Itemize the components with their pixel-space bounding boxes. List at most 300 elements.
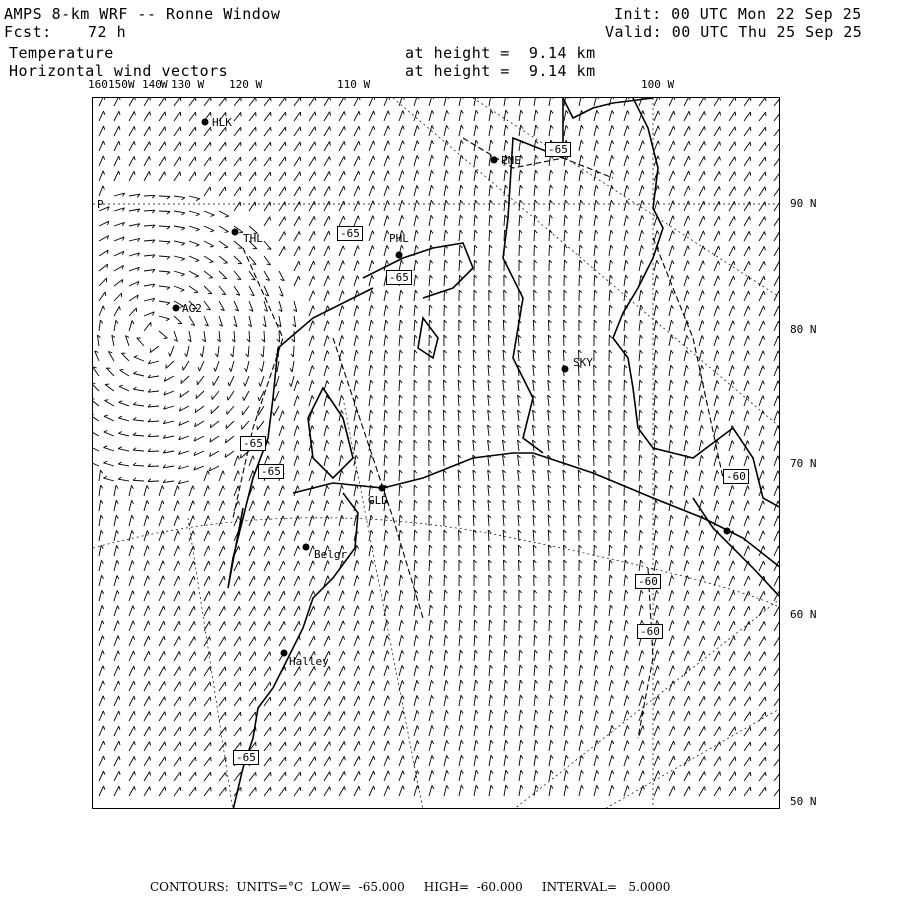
wind-vector [309, 381, 312, 392]
wind-vector-barb [625, 320, 627, 323]
wind-vector-barb [165, 98, 166, 101]
wind-vector-barb [612, 740, 614, 744]
wind-vector [774, 98, 780, 106]
wind-vector-barb [181, 274, 185, 276]
wind-vector-barb [358, 621, 360, 625]
wind-vector [369, 636, 373, 646]
wind-vector-barb [596, 200, 598, 203]
wind-vector [174, 787, 180, 796]
wind-vector-barb [403, 741, 405, 745]
wind-vector [414, 650, 416, 661]
wind-vector [458, 395, 459, 406]
wind-vector [488, 515, 489, 526]
wind-vector [174, 271, 185, 274]
wind-vector-barb [521, 98, 523, 99]
wind-vector [489, 125, 491, 136]
wind-vector [519, 770, 521, 781]
wind-vector-barb [417, 741, 419, 745]
wind-vector [699, 711, 704, 721]
wind-vector-barb [150, 787, 151, 791]
wind-vector [264, 787, 271, 796]
wind-vector [399, 650, 402, 661]
wind-vector [309, 366, 312, 377]
wind-vector [759, 471, 763, 481]
wind-vector-barb [566, 110, 568, 113]
wind-vector [473, 380, 474, 391]
wind-vector [459, 710, 461, 721]
wind-vector [159, 127, 165, 136]
wind-vector-barb [117, 575, 119, 579]
wind-vector-barb [373, 156, 374, 160]
wind-vector-barb [626, 260, 628, 263]
wind-vector-barb [658, 98, 659, 100]
wind-vector [279, 772, 286, 781]
wind-vector [684, 666, 688, 676]
wind-vector [276, 376, 279, 387]
wind-vector [639, 141, 643, 151]
wind-vector-barb [748, 546, 749, 550]
wind-vector [414, 695, 417, 706]
wind-vector [114, 111, 119, 121]
wind-vector [399, 590, 401, 601]
wind-vector-barb [749, 636, 750, 640]
wind-vector [219, 606, 224, 616]
wind-vector [264, 682, 270, 691]
wind-vector-barb [165, 727, 166, 731]
wind-vector-barb [315, 772, 316, 776]
wind-vector [473, 485, 474, 496]
wind-vector [104, 416, 114, 421]
wind-vector-barb [580, 230, 582, 233]
wind-vector [159, 682, 165, 692]
wind-vector [114, 741, 119, 751]
wind-vector [609, 650, 611, 661]
wind-vector-barb [385, 350, 387, 353]
wind-vector-barb [284, 621, 285, 625]
wind-vector-barb [344, 126, 345, 130]
wind-vector [99, 470, 101, 481]
wind-vector-barb [195, 667, 196, 671]
wind-vector [579, 665, 581, 676]
wind-vector [384, 741, 388, 751]
wind-vector-barb [372, 590, 374, 594]
wind-vector [189, 127, 195, 136]
wind-vector-barb [313, 306, 314, 310]
wind-vector [234, 112, 241, 121]
wind-vector-barb [180, 98, 181, 101]
wind-vector [309, 231, 314, 241]
wind-vector-barb [268, 486, 270, 490]
wind-vector [578, 410, 579, 421]
wind-vector [594, 590, 595, 601]
wind-vector [159, 621, 164, 631]
wind-vector [279, 217, 285, 226]
contour-label: -65 [258, 464, 284, 479]
wind-vector-barb [671, 515, 673, 518]
wind-vector-barb [388, 171, 390, 175]
wind-vector [609, 545, 610, 556]
wind-vector [549, 755, 551, 766]
wind-vector [324, 772, 330, 781]
wind-vector-barb [359, 756, 360, 760]
wind-vector [609, 305, 610, 316]
wind-vector-barb [734, 606, 735, 610]
wind-vector [489, 755, 491, 766]
wind-vector-barb [254, 546, 255, 550]
wind-vector-barb [701, 440, 703, 443]
wind-vector [234, 591, 239, 601]
wind-vector-barb [735, 127, 736, 131]
wind-vector-barb [291, 354, 294, 357]
wind-vector-barb [299, 231, 300, 235]
wind-vector [354, 126, 359, 136]
wind-vector [118, 449, 129, 451]
wind-vector [534, 98, 536, 106]
wind-vector [444, 755, 447, 766]
wind-vector-barb [313, 276, 314, 280]
wind-vector-barb [373, 636, 375, 640]
wind-vector [744, 276, 749, 286]
wind-vector [354, 410, 356, 421]
wind-vector-barb [476, 170, 478, 173]
wind-vector-barb [596, 635, 598, 638]
wind-vector-barb [778, 441, 780, 445]
wind-vector-barb [315, 727, 316, 731]
wind-vector-barb [581, 770, 583, 773]
wind-vector [624, 545, 625, 556]
wind-vector-barb [672, 590, 674, 594]
wind-vector-barb [625, 350, 628, 353]
wind-vector [624, 275, 626, 286]
wind-vector [729, 591, 734, 601]
wind-vector-barb [551, 110, 553, 113]
wind-vector [159, 516, 163, 526]
wind-vector [189, 256, 199, 260]
wind-vector [609, 665, 611, 676]
wind-vector [429, 110, 432, 121]
wind-vector-barb [581, 740, 583, 744]
wind-vector-barb [658, 711, 659, 715]
wind-vector [414, 185, 417, 196]
wind-vector-barb [164, 636, 165, 640]
wind-vector-barb [763, 471, 765, 475]
wind-vector [249, 546, 254, 556]
wind-vector-barb [329, 186, 330, 190]
wind-vector-barb [374, 741, 375, 745]
wind-vector-barb [612, 755, 614, 759]
wind-vector-barb [446, 155, 448, 159]
wind-vector-barb [101, 530, 103, 533]
wind-vector-barb [134, 771, 135, 775]
wind-vector-barb [612, 710, 614, 714]
wind-vector [699, 470, 702, 481]
wind-vector [414, 126, 417, 137]
wind-vector [519, 230, 520, 241]
wind-vector [519, 125, 521, 136]
wind-vector-barb [253, 501, 254, 505]
wind-vector-barb [595, 590, 598, 593]
wind-vector-barb [595, 605, 597, 608]
wind-vector [354, 111, 359, 121]
wind-vector [414, 275, 416, 286]
wind-vector-barb [104, 126, 105, 130]
wind-vector-barb [195, 142, 196, 146]
wind-vector-barb [750, 727, 751, 731]
wind-vector [354, 756, 359, 766]
wind-vector [563, 470, 564, 481]
station-label-gld: GLD [368, 494, 388, 507]
wind-vector [294, 426, 297, 437]
wind-vector-barb [535, 215, 538, 218]
wind-vector [414, 305, 415, 316]
wind-vector-barb [735, 727, 736, 731]
wind-vector-barb [162, 501, 164, 505]
wind-vector [339, 681, 344, 691]
wind-vector [563, 425, 564, 436]
wind-vector [339, 126, 344, 136]
wind-vector-barb [103, 666, 105, 670]
wind-vector-barb [314, 246, 315, 250]
wind-vector-barb [778, 531, 779, 535]
wind-vector-barb [703, 276, 705, 280]
wind-vector-barb [245, 368, 247, 372]
wind-vector-barb [612, 770, 614, 774]
wind-vector-barb [520, 695, 522, 698]
wind-vector [624, 741, 627, 752]
wind-vector [309, 561, 313, 571]
wind-vector-barb [475, 215, 477, 218]
wind-vector [534, 695, 535, 706]
wind-vector-barb [416, 650, 418, 653]
wind-vector [504, 230, 505, 241]
wind-vector-barb [102, 636, 104, 640]
wind-vector-barb [750, 217, 751, 221]
wind-vector [594, 155, 596, 166]
wind-vector [669, 786, 674, 796]
wind-vector [263, 346, 264, 357]
wind-vector [309, 306, 313, 316]
wind-vector-barb [446, 725, 448, 728]
wind-vector-barb [640, 500, 643, 503]
wind-vector [218, 346, 219, 357]
wind-vector [489, 770, 491, 781]
wind-vector [444, 380, 445, 391]
wind-vector [189, 787, 196, 796]
wind-vector-barb [750, 112, 751, 116]
wind-vector-barb [101, 500, 103, 503]
wind-vector [519, 650, 520, 661]
wind-vector [309, 471, 312, 482]
wind-vector [414, 141, 417, 152]
wind-vector [759, 112, 766, 121]
wind-vector [549, 710, 551, 721]
wind-vector [354, 350, 356, 361]
wind-vector-barb [237, 279, 241, 280]
wind-vector [729, 561, 733, 571]
wind-vector [699, 350, 702, 361]
wind-vector-barb [461, 785, 463, 789]
wind-vector-barb [720, 157, 721, 161]
wind-vector-barb [268, 531, 269, 535]
wind-vector [249, 652, 255, 661]
wind-vector [563, 515, 564, 526]
lat-label-50n: 50 N [790, 795, 817, 808]
wind-vector-barb [327, 516, 329, 520]
wind-vector [324, 186, 329, 196]
wind-vector [504, 125, 506, 136]
wind-vector [339, 306, 342, 317]
wind-vector-barb [551, 125, 553, 128]
wind-vector [144, 606, 148, 616]
wind-vector-barb [734, 621, 735, 625]
wind-vector-barb [209, 621, 210, 625]
wind-vector [219, 576, 224, 586]
wind-vector-barb [300, 157, 301, 161]
wind-vector-barb [255, 622, 256, 626]
wind-vector-barb [239, 576, 240, 580]
wind-vector-barb [520, 230, 523, 233]
wind-vector [639, 260, 641, 271]
wind-vector [503, 320, 504, 331]
wind-vector-barb [703, 591, 705, 595]
wind-vector [384, 365, 385, 376]
wind-vector [744, 742, 750, 751]
wind-vector [744, 112, 750, 121]
wind-vector-barb [312, 396, 314, 400]
wind-vector-barb [415, 290, 417, 293]
wind-vector-barb [521, 725, 523, 728]
wind-vector [533, 530, 534, 541]
wind-vector-barb [225, 232, 229, 233]
wind-vector [624, 170, 627, 181]
wind-vector [654, 756, 658, 766]
wind-vector [489, 665, 490, 676]
wind-vector [729, 576, 733, 586]
wind-vector [564, 605, 565, 616]
wind-vector-barb [179, 576, 180, 580]
wind-vector [744, 682, 750, 691]
wind-vector [369, 651, 373, 661]
wind-vector-barb [133, 417, 136, 419]
wind-vector [548, 380, 549, 391]
wind-vector-barb [165, 712, 166, 716]
wind-vector [399, 485, 400, 496]
wind-vector-barb [134, 666, 135, 670]
wind-vector [369, 711, 373, 721]
wind-vector [93, 399, 99, 406]
wind-vector [129, 98, 134, 106]
wind-vector-barb [254, 606, 255, 610]
wind-vector [444, 485, 445, 496]
wind-vector [459, 755, 461, 766]
wind-vector [459, 98, 461, 106]
wind-vector [744, 486, 748, 496]
wind-vector-barb [430, 320, 433, 323]
wind-vector-barb [702, 395, 704, 399]
wind-vector [294, 142, 300, 151]
wind-vector-barb [565, 665, 567, 668]
wind-vector [759, 441, 763, 451]
wind-vector [714, 171, 719, 181]
wind-vector-barb [627, 98, 629, 99]
wind-vector [264, 172, 270, 181]
wind-vector [264, 621, 269, 631]
wind-vector-barb [779, 306, 780, 310]
wind-vector-barb [240, 187, 241, 191]
coast-north [563, 98, 653, 118]
wind-vector [129, 711, 134, 721]
wind-vector [399, 141, 403, 151]
wind-vector [114, 98, 119, 106]
wind-vector-barb [672, 621, 674, 625]
wind-vector-barb [150, 727, 151, 731]
wind-vector [639, 470, 640, 481]
wind-vector [699, 231, 703, 241]
wind-vector [729, 682, 735, 692]
wind-vector-barb [239, 606, 240, 610]
wind-vector [729, 757, 735, 766]
wind-vector [594, 725, 597, 736]
wind-vector-barb [240, 682, 241, 686]
wind-vector [578, 425, 579, 436]
wind-vector [399, 171, 402, 182]
wind-vector [744, 366, 748, 376]
wind-vector-barb [627, 170, 629, 174]
wind-vector-barb [476, 755, 478, 758]
wind-vector-barb [270, 667, 271, 671]
wind-vector-barb [627, 786, 629, 790]
wind-vector [444, 770, 447, 781]
wind-vector [459, 695, 461, 706]
wind-vector [119, 387, 129, 392]
wind-vector-barb [763, 531, 764, 535]
wind-vector [234, 576, 239, 586]
wind-vector [309, 621, 314, 631]
wind-vector [174, 606, 179, 616]
wind-vector [159, 301, 170, 303]
wind-vector-barb [490, 650, 493, 653]
wind-vector [533, 455, 534, 466]
wind-vector [729, 621, 734, 631]
wind-vector [624, 215, 627, 226]
wind-vector-barb [164, 621, 165, 625]
wind-vector [458, 470, 459, 481]
wind-vector-barb [640, 395, 643, 398]
wind-vector [309, 757, 315, 766]
wind-vector-barb [342, 485, 344, 489]
wind-vector-barb [270, 637, 271, 641]
wind-vector [228, 391, 234, 400]
wind-vector [133, 389, 144, 391]
field-height-2: at height = 9.14 km [405, 62, 596, 80]
wind-vector-barb [149, 651, 150, 655]
pole-marker: P [97, 198, 104, 211]
wind-vector [639, 665, 642, 676]
wind-vector-barb [446, 710, 448, 714]
wind-vector [654, 305, 656, 316]
wind-vector [639, 186, 642, 197]
wind-vector [504, 215, 505, 226]
wind-vector-barb [417, 665, 419, 669]
wind-vector-barb [193, 531, 194, 535]
wind-vector-barb [416, 635, 418, 638]
wind-vector [159, 591, 163, 601]
wind-vector [93, 367, 99, 376]
wind-vector [399, 605, 401, 616]
wind-vector [729, 486, 732, 497]
wind-vector-barb [178, 546, 179, 550]
wind-vector [148, 406, 159, 407]
